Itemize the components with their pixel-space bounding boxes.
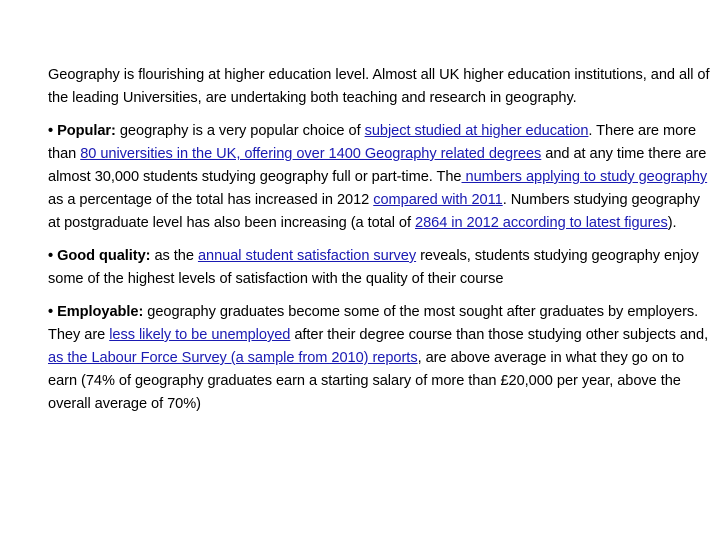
employable-text-2: after their degree course than those studying other subjects and,: [290, 327, 709, 343]
link-compared-2011[interactable]: compared with 2011: [373, 192, 503, 208]
popular-text-3: and at any time there are almost 30,000 students studying geography full or part-time. The: [48, 146, 707, 185]
link-80-universities[interactable]: 80 universities in the UK, offering over 1400 Geography related degrees: [80, 146, 542, 162]
link-subject-studied[interactable]: subject studied at higher education: [364, 123, 589, 139]
popular-text-2: . There are more than: [48, 123, 697, 162]
link-numbers-applying[interactable]: numbers applying to study geography: [461, 169, 708, 185]
intro-paragraph: [48, 64, 712, 110]
link-labour-force-survey[interactable]: as the Labour Force Survey (a sample from 2010) reports: [48, 350, 418, 366]
quality-heading: • Good quality:: [48, 248, 151, 264]
employable-text-3: , are above average in what they go on to earn (74% of geography graduates earn a starting salary of more than £20,000 per year, above the overall average of 70%): [48, 350, 685, 412]
intro-text: Geography is flourishing at higher education level. Almost all UK higher education institutions, and all of the leading Universities, are undertaking both teaching and research in geography.: [48, 67, 710, 106]
popular-text-6: ).: [667, 215, 677, 231]
employable-heading: • Employable:: [48, 304, 144, 320]
quality-text-1: as the: [150, 248, 198, 264]
employable-paragraph: [48, 301, 712, 416]
popular-paragraph: [48, 120, 712, 235]
popular-text-4: as a percentage of the total has increased in 2012: [48, 192, 374, 208]
link-satisfaction-survey[interactable]: annual student satisfaction survey: [197, 248, 417, 264]
quality-paragraph: [48, 245, 712, 291]
link-less-unemployed[interactable]: less likely to be unemployed: [109, 327, 291, 343]
popular-text-1: geography is a very popular choice of: [115, 123, 365, 139]
link-2864-figures[interactable]: 2864 in 2012 according to latest figures: [415, 215, 668, 231]
document-body: [48, 64, 712, 426]
quality-text-2: reveals, students studying geography enjoy some of the highest levels of satisfaction with the quality of their course: [48, 248, 699, 287]
popular-text-5: . Numbers studying geography at postgraduate level has also been increasing (a total of: [48, 192, 701, 231]
popular-heading: • Popular:: [48, 123, 116, 139]
employable-text-1: geography graduates become some of the most sought after graduates by employers. They are: [48, 304, 699, 343]
